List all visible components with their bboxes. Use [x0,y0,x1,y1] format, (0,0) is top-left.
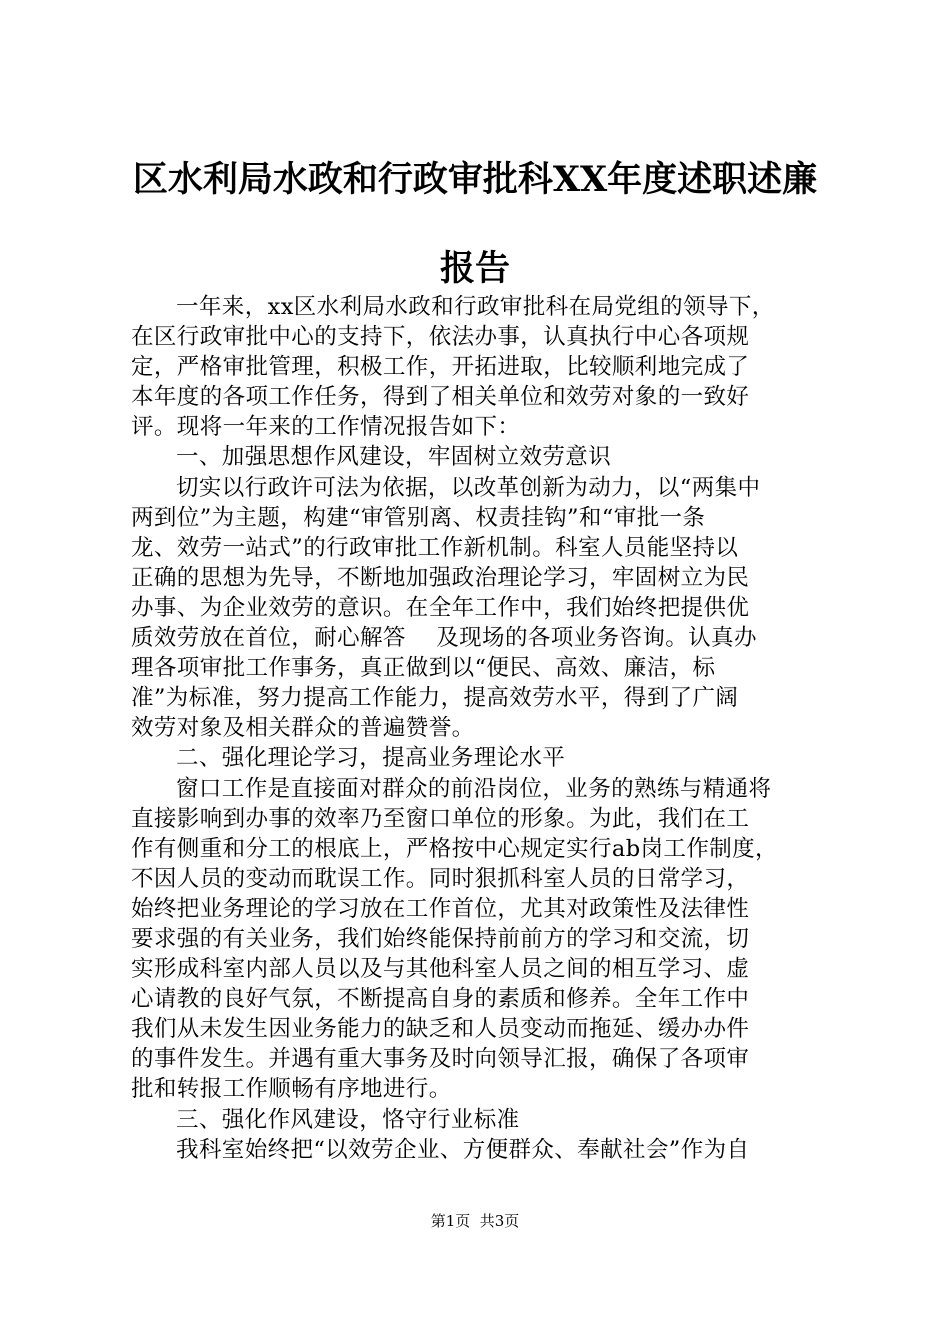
body-line: 本年度的各项工作任务，得到了相关单位和效劳对象的一致好 [131,384,750,411]
document-title-line-1: 区水利局水政和行政审批科XX年度述职述廉 [132,159,818,200]
body-line: 不因人员的变动而耽误工作。同时狠抓科室人员的日常学习， [131,865,750,892]
body-line: 心请教的良好气氛，不断提高自身的素质和修养。全年工作中 [131,986,750,1013]
document-body [131,292,846,1165]
body-line: 我们从未发生因业务能力的缺乏和人员变动而拖延、缓办办件 [131,1016,750,1043]
body-line: 我科室始终把“以效劳企业、方便群众、奉献社会”作为自 [176,1136,750,1163]
section-heading-3: 三、强化作风建设，恪守行业标准 [176,1106,520,1133]
body-line: 办事、为企业效劳的意识。在全年工作中，我们始终把提供优 [131,594,750,621]
body-line: 正确的思想为先导，不断地加强政治理论学习，牢固树立为民 [131,564,750,591]
body-line: 要求强的有关业务，我们始终能保持前前方的学习和交流，切 [131,925,750,952]
body-line: 始终把业务理论的学习放在工作首位，尤其对政策性及法律性 [131,895,750,922]
body-line: 实形成科室内部人员以及与其他科室人员之间的相互学习、虚 [131,956,750,983]
body-line: 龙、效劳一站式”的行政审批工作新机制。科室人员能坚持以 [131,534,739,561]
body-line: 质效劳放在首位，耐心解答 及现场的各项业务咨询。认真办 [131,625,757,652]
body-line: 切实以行政许可法为依据，以改革创新为动力，以“两集中 [176,474,761,501]
body-line: 两到位”为主题，构建“审管别离、权责挂钩”和“审批一条 [131,504,706,531]
body-line: 作有侧重和分工的根底上，严格按中心规定实行ab岗工作制度， [131,835,778,862]
body-line: 批和转报工作顺畅有序地进行。 [131,1076,452,1103]
body-line: 在区行政审批中心的支持下，依法办事，认真执行中心各项规 [131,324,750,351]
document-title-line-2: 报告 [439,248,510,289]
body-line: 定，严格审批管理，积极工作，开拓进取，比较顺利地完成了 [131,354,750,381]
body-line: 评。现将一年来的工作情况报告如下： [131,414,521,441]
body-line: 一年来，xx区水利局水政和行政审批科在局党组的领导下， [176,294,775,320]
page-footer: 第1页 共3页 [430,1212,520,1230]
body-line: 窗口工作是直接面对群众的前沿岗位，业务的熟练与精通将 [176,775,772,802]
body-line: 直接影响到办事的效率乃至窗口单位的形象。为此，我们在工 [131,805,750,832]
body-line: 准”为标准，努力提高工作能力，提高效劳水平，得到了广阔 [131,685,739,712]
body-line: 的事件发生。并遇有重大事务及时向领导汇报，确保了各项审 [131,1046,750,1073]
body-line: 效劳对象及相关群众的普遍赞誉。 [131,715,475,742]
body-line: 理各项审批工作事务，真正做到以“便民、高效、廉洁，标 [131,655,716,682]
section-heading-2: 二、强化理论学习，提高业务理论水平 [176,745,566,772]
section-heading-1: 一、加强思想作风建设，牢固树立效劳意识 [176,444,612,471]
